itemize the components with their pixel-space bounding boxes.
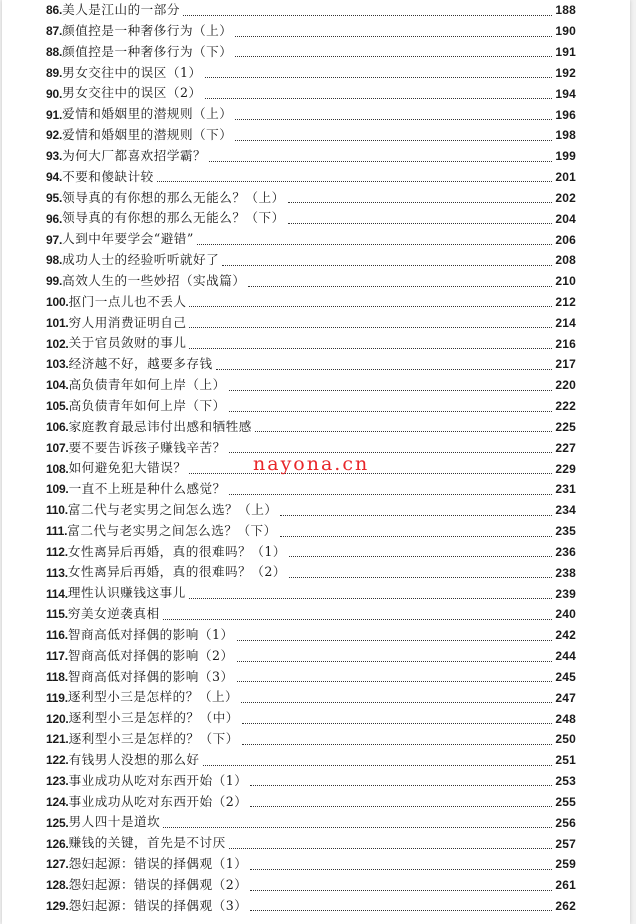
toc-entry-title: 人到中年要学会“避错” (62, 231, 194, 247)
toc-entry-page-number: 247 (555, 690, 576, 705)
toc-entry-page-number: 217 (555, 357, 576, 372)
toc-entry[interactable] (46, 312, 576, 333)
toc-entry-number: 94. (46, 170, 63, 185)
dot-leader (235, 54, 552, 57)
toc-entry-number: 118. (46, 669, 68, 684)
toc-entry[interactable] (46, 0, 576, 21)
toc-entry-number: 91. (46, 107, 63, 122)
toc-entry-page-number: 191 (555, 45, 576, 60)
toc-entry[interactable] (46, 791, 576, 812)
toc-entry-page-number: 261 (555, 878, 576, 893)
dot-leader (250, 888, 552, 891)
toc-entry[interactable] (46, 729, 576, 750)
toc-entry[interactable] (46, 62, 576, 83)
toc-entry-title: 穷美女逆袭真相 (67, 606, 160, 622)
dot-leader (189, 325, 552, 328)
toc-entry-page-number: 192 (555, 65, 576, 80)
dot-leader (248, 284, 552, 287)
toc-entry-page-number: 242 (555, 628, 576, 643)
toc-entry[interactable] (46, 396, 576, 417)
toc-entry[interactable] (46, 375, 576, 396)
dot-leader (229, 388, 553, 391)
toc-entry[interactable] (46, 417, 576, 438)
toc-entry-title: 领导真的有你想的那么无能么？（下） (62, 210, 285, 226)
toc-entry[interactable] (46, 854, 576, 875)
toc-entry-number: 105. (46, 399, 69, 414)
toc-entry[interactable] (46, 42, 576, 63)
toc-entry[interactable] (46, 667, 576, 688)
dot-leader (189, 471, 552, 474)
toc-entry-title: 女性离异后再婚，真的很难吗？（2） (67, 564, 286, 580)
toc-entry-title: 智商高低对择偶的影响（3） (67, 668, 234, 684)
toc-entry-number: 119. (46, 690, 68, 705)
toc-entry-number: 106. (46, 419, 69, 434)
toc-entry-number: 90. (46, 86, 63, 101)
toc-entry-page-number: 204 (555, 211, 576, 226)
toc-entry-title: 有钱男人没想的那么好 (68, 751, 200, 767)
toc-entry-number: 96. (46, 211, 63, 226)
toc-entry-title: 男女交往中的误区（1） (62, 64, 202, 80)
toc-entry[interactable] (46, 229, 576, 250)
toc-entry[interactable] (46, 104, 576, 125)
toc-entry[interactable] (46, 687, 576, 708)
toc-entry-number: 123. (46, 774, 69, 789)
toc-entry-page-number: 208 (555, 253, 576, 268)
toc-entry-title: 美人是江山的一部分 (62, 2, 180, 18)
toc-entry-page-number: 259 (555, 857, 576, 872)
dot-leader (235, 117, 552, 120)
toc-entry-page-number: 188 (555, 3, 576, 18)
toc-entry-title: 爱情和婚姻里的潜规则（下） (62, 127, 233, 143)
toc-entry-page-number: 198 (555, 128, 576, 143)
toc-entry-number: 98. (46, 253, 63, 268)
toc-entry-number: 112. (46, 544, 68, 559)
toc-entry-number: 99. (46, 274, 63, 289)
toc-entry-page-number: 206 (555, 232, 576, 247)
dot-leader (222, 263, 552, 266)
dot-leader (255, 429, 553, 432)
dot-leader (288, 221, 553, 224)
dot-leader (280, 513, 552, 516)
toc-entry-number: 122. (46, 753, 69, 768)
toc-entry[interactable] (46, 833, 576, 854)
toc-entry-title: 逐利型小三是怎样的？（上） (67, 689, 239, 705)
toc-entry-page-number: 251 (555, 753, 576, 768)
toc-entry-page-number: 236 (555, 544, 576, 559)
toc-entry-number: 116. (46, 628, 68, 643)
toc-entry-page-number: 250 (555, 732, 576, 747)
toc-entry-page-number: 225 (555, 419, 576, 434)
toc-entry-number: 100. (46, 295, 69, 309)
toc-entry-number: 129. (46, 899, 69, 914)
toc-entry-page-number: 220 (555, 378, 576, 393)
toc-entry[interactable] (46, 271, 576, 292)
toc-entry-page-number: 194 (555, 86, 576, 101)
toc-entry-title: 男人四十是道坎 (68, 814, 161, 830)
toc-entry-title: 怨妇起源：错误的择偶观（2） (68, 876, 248, 892)
toc-entry-page-number: 240 (555, 607, 576, 622)
toc-entry[interactable] (46, 292, 576, 313)
toc-entry[interactable] (46, 146, 576, 167)
toc-entry[interactable] (46, 625, 576, 646)
toc-entry-number: 93. (46, 149, 63, 164)
dot-leader (229, 409, 553, 412)
dot-leader (189, 346, 552, 349)
toc-entry-title: 经济越不好，越要多存钱 (68, 356, 213, 372)
toc-entry-page-number: 199 (555, 149, 576, 164)
dot-leader (250, 783, 552, 786)
toc-entry-number: 125. (46, 815, 69, 830)
toc-entry-page-number: 227 (555, 440, 576, 455)
toc-entry-title: 家庭教育最忌讳付出感和牺牲感 (68, 418, 252, 434)
toc-entry-page-number: 239 (555, 586, 576, 601)
toc-entry-page-number: 190 (555, 24, 576, 39)
toc-entry[interactable] (46, 208, 576, 229)
dot-leader (216, 367, 553, 370)
dot-leader (235, 138, 552, 141)
toc-entry-number: 117. (46, 649, 68, 664)
dot-leader (197, 242, 553, 245)
toc-entry-number: 128. (46, 878, 69, 893)
toc-entry[interactable] (46, 333, 576, 354)
dot-leader (280, 534, 553, 537)
toc-entry[interactable] (46, 500, 576, 521)
toc-entry-title: 事业成功从吃对东西开始（1） (68, 772, 248, 788)
toc-entry-number: 87. (46, 24, 63, 39)
toc-entry-page-number: 255 (555, 794, 576, 809)
toc-entry-title: 逐利型小三是怎样的？（中） (68, 710, 239, 726)
toc-entry[interactable] (46, 562, 576, 583)
toc-entry[interactable] (46, 583, 576, 604)
toc-entry[interactable] (46, 708, 576, 729)
toc-entry-number: 103. (46, 357, 69, 372)
toc-entry-title: 如何避免犯大错误？ (68, 460, 187, 476)
toc-entry-number: 111. (46, 524, 68, 539)
toc-entry-title: 高负债青年如何上岸（下） (68, 397, 226, 413)
toc-entry-title: 抠门一点儿也不丢人 (68, 293, 187, 309)
dot-leader (237, 679, 553, 682)
dot-leader (237, 659, 553, 662)
toc-entry-page-number: 216 (555, 336, 576, 351)
toc-entry-title: 一直不上班是种什么感觉？ (68, 481, 226, 497)
dot-leader (183, 13, 552, 16)
dot-leader (289, 554, 552, 557)
toc-entry-number: 102. (46, 336, 69, 351)
toc-entry[interactable] (46, 167, 576, 188)
toc-entry-page-number: 262 (555, 899, 576, 914)
toc-entry-page-number: 244 (555, 649, 576, 664)
toc-entry-title: 领导真的有你想的那么无能么？（上） (62, 189, 285, 205)
toc-entry-title: 怨妇起源：错误的择偶观（1） (68, 856, 248, 872)
toc-entry-page-number: 238 (555, 565, 576, 580)
toc-entry-number: 108. (46, 461, 69, 476)
toc-entry[interactable] (46, 812, 576, 833)
toc-entry-title: 智商高低对择偶的影响（2） (67, 647, 234, 663)
toc-entry-title: 关于官员敛财的事儿 (68, 335, 187, 351)
toc-entry-number: 89. (46, 65, 63, 80)
toc-entry[interactable] (46, 354, 576, 375)
toc-entry-title: 富二代与老实男之间怎么选？（上） (67, 501, 278, 517)
toc-entry[interactable] (46, 521, 576, 542)
dot-leader (288, 200, 553, 203)
toc-entry-page-number: 245 (555, 669, 576, 684)
toc-entry-number: 109. (46, 482, 69, 497)
toc-entry-number: 127. (46, 857, 69, 872)
toc-entry[interactable] (46, 83, 576, 104)
toc-entry-title: 女性离异后再婚，真的很难吗？（1） (67, 543, 286, 559)
dot-leader (203, 763, 553, 766)
toc-entry-page-number: 222 (555, 399, 576, 414)
toc-entry-title: 智商高低对择偶的影响（1） (67, 626, 234, 642)
toc-entry-title: 要不要告诉孩子赚钱辛苦？ (68, 439, 226, 455)
toc-entry-page-number: 257 (555, 836, 576, 851)
dot-leader (250, 804, 552, 807)
dot-leader (242, 742, 553, 745)
toc-entry-number: 115. (46, 607, 68, 622)
toc-entry-title: 赚钱的关键，首先是不讨厌 (68, 835, 226, 851)
toc-entry-page-number: 229 (555, 461, 576, 476)
toc-entry[interactable] (46, 750, 576, 771)
toc-entry-page-number: 202 (555, 190, 576, 205)
toc-entry-number: 88. (46, 45, 63, 60)
toc-entry-title: 理性认识赚钱这事儿 (67, 585, 186, 601)
toc-entry-title: 高负债青年如何上岸（上） (68, 377, 226, 393)
dot-leader (241, 700, 552, 703)
toc-entry[interactable] (46, 771, 576, 792)
toc-entry-number: 113. (46, 565, 68, 580)
dot-leader (157, 179, 553, 182)
dot-leader (250, 908, 552, 911)
toc-entry-number: 120. (46, 711, 69, 726)
toc-entry-number: 110. (46, 503, 68, 518)
toc-entry[interactable] (46, 896, 576, 917)
toc-entry-title: 颜值控是一种奢侈行为（上） (62, 22, 233, 38)
toc-entry-page-number: 235 (555, 524, 576, 539)
toc-entry-page-number: 253 (555, 774, 576, 789)
dot-leader (229, 492, 553, 495)
toc-entry[interactable] (46, 125, 576, 146)
toc-entry-title: 逐利型小三是怎样的？（下） (68, 731, 239, 747)
dot-leader (209, 159, 552, 162)
toc-entry-number: 97. (46, 232, 63, 247)
toc-entry-title: 怨妇起源：错误的择偶观（3） (68, 897, 248, 913)
dot-leader (205, 96, 553, 99)
toc-entry-page-number: 201 (555, 170, 576, 185)
dot-leader (237, 638, 553, 641)
toc-entry-title: 男女交往中的误区（2） (62, 85, 202, 101)
toc-entry-page-number: 234 (555, 503, 576, 518)
dot-leader (189, 304, 552, 307)
toc-entry-page-number: 231 (555, 482, 576, 497)
toc-entry[interactable] (46, 250, 576, 271)
toc-entry[interactable] (46, 21, 576, 42)
toc-entry[interactable] (46, 187, 576, 208)
toc-entry-number: 104. (46, 378, 69, 393)
toc-entry-title: 爱情和婚姻里的潜规则（上） (62, 106, 233, 122)
toc-entry-title: 穷人用消费证明自己 (68, 314, 187, 330)
toc-entry-page-number: 196 (555, 107, 576, 122)
toc-entry-number: 121. (46, 732, 69, 747)
toc-entry-page-number: 210 (555, 274, 576, 289)
toc-entry-number: 126. (46, 836, 69, 851)
toc-entry-page-number: 256 (555, 815, 576, 830)
toc-entry-page-number: 248 (555, 711, 576, 726)
toc-entry-number: 86. (46, 3, 63, 18)
dot-leader (250, 867, 552, 870)
dot-leader (163, 617, 553, 620)
dot-leader (242, 721, 553, 724)
toc-entry-number: 92. (46, 128, 63, 143)
toc-entry[interactable] (46, 604, 576, 625)
toc-entry-title: 事业成功从吃对东西开始（2） (68, 793, 248, 809)
toc-entry-title: 富二代与老实男之间怎么选？（下） (67, 522, 277, 538)
toc-entry-title: 颜值控是一种奢侈行为（下） (62, 43, 233, 59)
dot-leader (235, 34, 552, 37)
toc-entry-page-number: 212 (555, 295, 576, 309)
dot-leader (205, 75, 553, 78)
dot-leader (189, 596, 553, 599)
toc-entry[interactable] (46, 875, 576, 896)
dot-leader (229, 846, 553, 849)
toc-entry-number: 101. (46, 315, 69, 330)
toc-entry-number: 107. (46, 440, 69, 455)
toc-entry-number: 124. (46, 794, 69, 809)
toc-entry-title: 为何大厂都喜欢招学霸？ (62, 147, 207, 163)
dot-leader (289, 575, 552, 578)
toc-entry[interactable] (46, 542, 576, 563)
toc-entry-title: 高效人生的一些妙招（实战篇） (62, 272, 246, 288)
toc-entry-page-number: 214 (555, 315, 576, 330)
toc-entry[interactable] (46, 479, 576, 500)
toc-entry-title: 成功人士的经验听听就好了 (62, 252, 220, 268)
toc-entry-number: 114. (46, 586, 68, 601)
toc-entry-number: 95. (46, 190, 63, 205)
dot-leader (163, 825, 552, 828)
watermark-text: nayona.cn (253, 453, 370, 475)
toc-entry-title: 不要和傻缺计较 (62, 168, 154, 184)
document-page (2, 0, 630, 924)
toc-entry[interactable] (46, 646, 576, 667)
